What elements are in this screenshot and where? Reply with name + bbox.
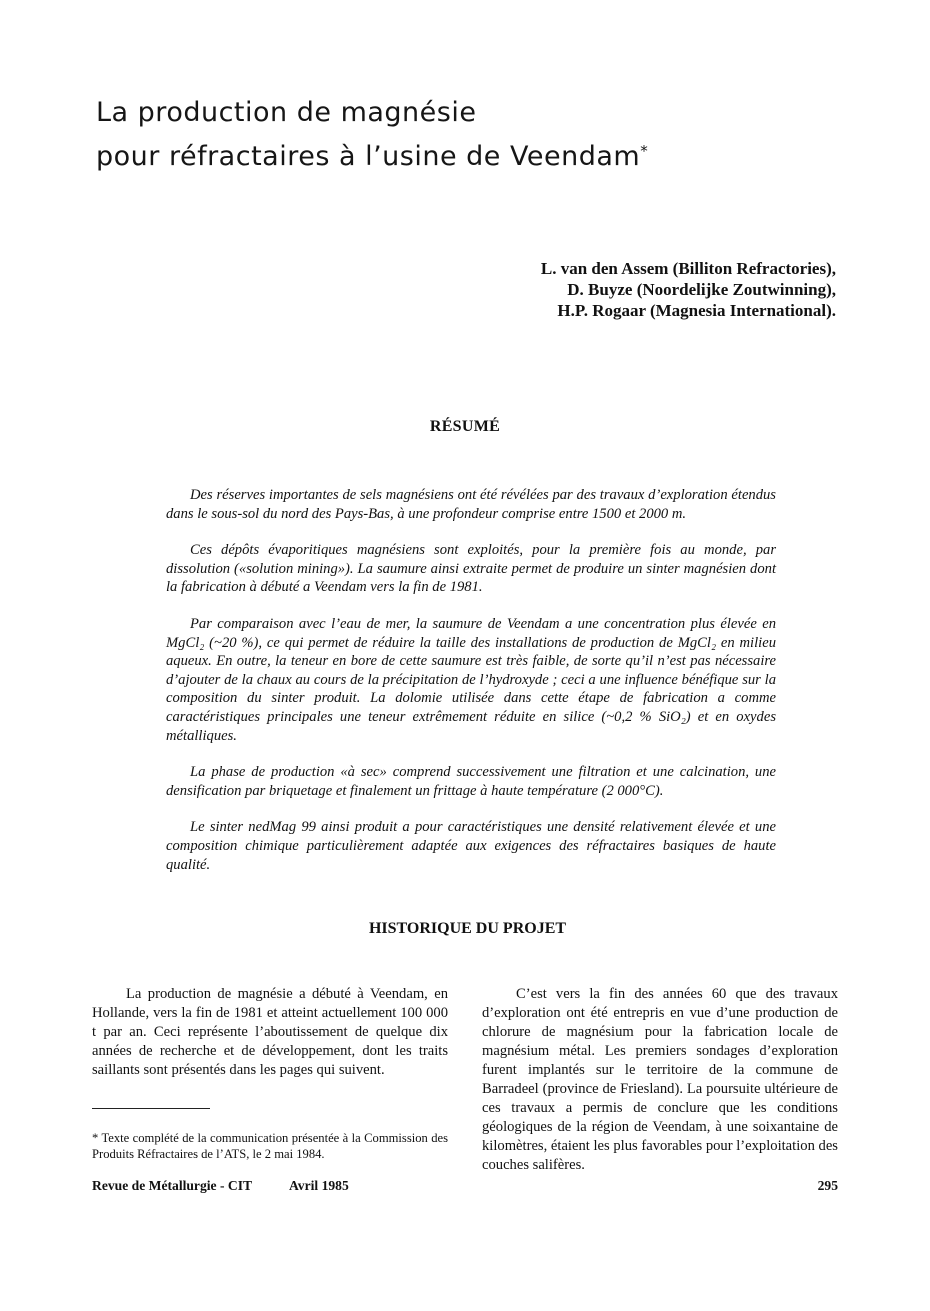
page-number: 295 bbox=[817, 1178, 838, 1193]
footer-journal: Revue de Métallurgie - CIT bbox=[92, 1178, 253, 1193]
abstract-paragraph: Des réserves importantes de sels magnésiens ont été révélées par des travaux d’exploration étendus dans le sous-sol du nord des Pays-Bas, à une profondeur comprise entre 1500 et 2000 m. bbox=[166, 487, 776, 522]
author-2: D. Buyze (Noordelijke Zoutwinning), bbox=[567, 280, 836, 299]
abstract bbox=[166, 486, 776, 892]
title-line-2 bbox=[96, 132, 856, 176]
abstract-paragraph: Le sinter nedMag 99 ainsi produit a pour caractéristiques une densité relativement élevée et une composition chimique particulièrement adaptée aux exigences des réfractaires basiques de haute qualité. bbox=[166, 819, 776, 873]
article-title bbox=[96, 94, 856, 176]
author-3: H.P. Rogaar (Magnesia International). bbox=[557, 301, 836, 320]
body-paragraph: C’est vers la fin des années 60 que des travaux d’exploration ont été entrepris en vue d’une production de chlorure de magnésium pour la fabrication locale de magnésium métal. Les premiers sondages d’exploration furent implantés sur le territoire de la commune de Barradeel (province de Friesland). La poursuite ultérieure de ces travaux a permis de conclure que les conditions géologiques de la région de Veendam, à une soixantaine de kilomètres, étaient les plus favorables pour l’exploitation des couches salifères. bbox=[482, 986, 838, 1173]
author-list bbox=[541, 258, 836, 321]
title-line-1: La production de magnésie bbox=[96, 97, 477, 128]
footnote-divider bbox=[92, 1108, 210, 1109]
author-1: L. van den Assem (Billiton Refractories), bbox=[540, 259, 836, 278]
footnote-text: * Texte complété de la communication présentée à la Commission des Produits Réfractaires de l’ATS, le 2 mai 1984. bbox=[92, 1131, 448, 1161]
abstract-paragraph: La phase de production «à sec» comprend successivement une filtration et une calcination, une densification par briquetage et finalement un frittage à haute température (2 000°C). bbox=[166, 764, 776, 799]
footnote bbox=[92, 1130, 448, 1162]
title-line-2-text: pour réfractaires à l’usine de Veendam bbox=[96, 141, 641, 172]
footer-date: Avril 1985 bbox=[289, 1178, 349, 1193]
abstract-paragraph: Ces dépôts évaporitiques magnésiens sont exploités, pour la première fois au monde, par dissolution («solution mining»). La saumure ainsi extraite permet de produire un sinter magnésien dont la fabrication à débuté a Veendam vers la fin de 1981. bbox=[166, 542, 776, 596]
section-heading: HISTORIQUE DU PROJET bbox=[368, 920, 567, 937]
body-paragraph: La production de magnésie a débuté à Veendam, en Hollande, vers la fin de 1981 et atteint actuellement 100 000 t par an. Ceci représente l’aboutissement de quelque dix années de recherche et de développement, dont les traits saillants sont présentés dans les pages qui suivent. bbox=[92, 986, 448, 1078]
left-column bbox=[92, 985, 448, 1080]
title-footnote-mark: * bbox=[640, 142, 649, 160]
abstract-paragraph: Par comparaison avec l’eau de mer, la saumure de Veendam a une concentration plus élevée en MgCl₂ (~20 %), ce qui permet de réduire la taille des installations de production de MgCl₂ en milieu aqueux. En outre, la teneur en bore de cette saumure est très faible, de sorte qu’il n’est pas nécessaire d’ajouter de la chaux au cours de la précipitation de l’hydroxyde ; ceci a une influence bénéfique sur la composition du sinter produit. La dolomie utilisée dans cette étape de fabrication a comme caractéristiques principales une teneur extrêmement réduite en silice (~0,2 % SiO₂) et en oxydes métalliques. bbox=[166, 615, 776, 744]
resume-heading: RÉSUMÉ bbox=[429, 418, 501, 435]
right-column bbox=[482, 985, 838, 1175]
